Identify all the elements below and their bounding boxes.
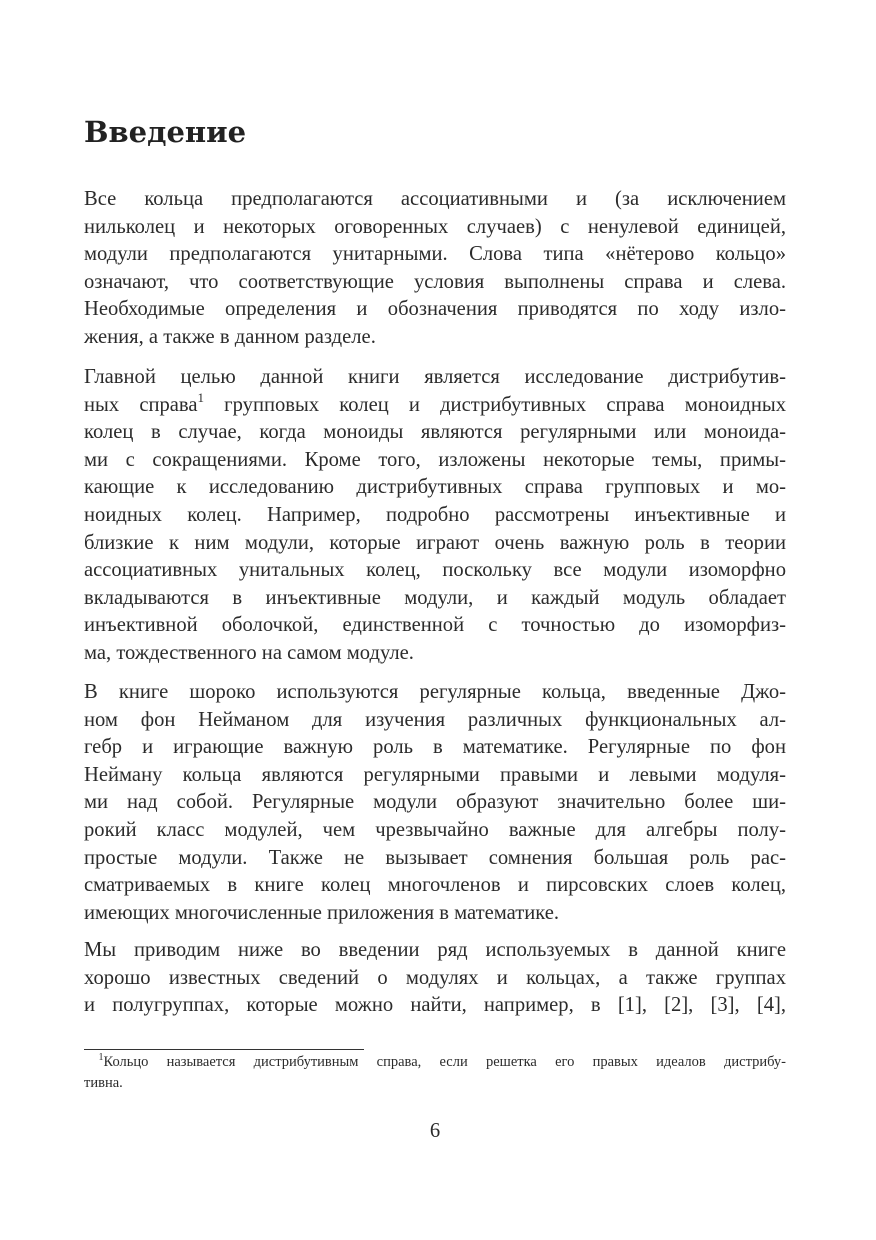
text-line: Нейману кольца являются регулярными правыми и левыми модуля- xyxy=(84,763,786,786)
text-line: сматриваемых в книге колец многочленов и пирсовских слоев колец, xyxy=(84,874,786,897)
text-fragment: ных справа xyxy=(84,393,198,416)
text-line: инъективной оболочкой, единственной с точностью до изоморфиз- xyxy=(84,614,786,637)
text-line: и полугруппах, которые можно найти, например, в [1], [2], [3], [4], xyxy=(84,994,786,1017)
text-line: ноидных колец. Например, подробно рассмотрены инъективные и xyxy=(84,503,786,526)
text-line: вкладываются в инъективные модули, и каждый модуль обладает xyxy=(84,586,786,609)
text-line: колец в случае, когда моноиды являются регулярными или моноида- xyxy=(84,421,786,444)
text-line: ми над собой. Регулярные модули образуют значительно более ши- xyxy=(84,791,786,814)
paragraph-1 xyxy=(84,186,786,352)
footnote-reference[interactable]: 1 xyxy=(197,389,205,405)
paragraph-4 xyxy=(84,937,786,1020)
text-line: гебр и играющие важную роль в математике. Регулярные по фон xyxy=(84,736,786,759)
text-line: имеющих многочисленные приложения в математике. xyxy=(84,901,560,924)
footnote-line: тивна. xyxy=(84,1075,123,1091)
text-line: модули предполагаются унитарными. Слова типа «нётерово кольцо» xyxy=(84,243,786,266)
text-line: ма, тождественного на самом модуле. xyxy=(84,641,414,664)
footnote-text: Кольцо называется дистрибутивным справа, если решетка его правых идеалов дистрибу- xyxy=(103,1054,786,1070)
footnote-line xyxy=(84,1052,786,1073)
text-line: В книге шороко используются регулярные кольца, введенные Джо- xyxy=(84,681,786,703)
text-line: ассоциативных унитальных колец, поскольку все модули изоморфно xyxy=(84,559,786,582)
footnote xyxy=(84,1052,786,1094)
page-number: 6 xyxy=(429,1120,441,1142)
text-fragment: групповых колец и дистрибутивных справа моноидных xyxy=(204,393,786,416)
text-line: Главной целью данной книги является исследование дистрибутив- xyxy=(84,366,786,388)
section-title: Введение xyxy=(84,115,247,149)
text-line: рокий класс модулей, чем чрезвычайно важные для алгебры полу- xyxy=(84,818,786,841)
text-line: ми с сокращениями. Кроме того, изложены некоторые темы, примы- xyxy=(84,448,786,471)
footnote-divider xyxy=(84,1049,364,1050)
text-line: близкие к ним модули, которые играют очень важную роль в теории xyxy=(84,531,786,554)
text-line: Необходимые определения и обозначения приводятся по ходу изло- xyxy=(84,298,786,321)
text-line: хорошо известных сведений о модулях и кольцах, а также группах xyxy=(84,966,786,989)
text-line-with-footnote xyxy=(84,389,786,420)
paragraph-3 xyxy=(84,679,786,927)
text-line: ном фон Нейманом для изучения различных функциональных ал- xyxy=(84,708,786,731)
text-line: Мы приводим ниже во введении ряд используемых в данной книге xyxy=(84,939,786,961)
page xyxy=(84,0,786,1240)
text-line: нильколец и некоторых оговоренных случаев) с ненулевой единицей, xyxy=(84,215,786,238)
text-line: кающие к исследованию дистрибутивных справа групповых и мо- xyxy=(84,476,786,499)
text-line: простые модули. Также не вызывает сомнения большая роль рас- xyxy=(84,846,786,869)
text-line: означают, что соответствующие условия выполнены справа и слева. xyxy=(84,270,786,293)
text-line: жения, а также в данном разделе. xyxy=(84,325,376,348)
paragraph-2 xyxy=(84,364,786,668)
text-line: Все кольца предполагаются ассоциативными и (за исключением xyxy=(84,188,786,210)
footnote-mark: 1 xyxy=(98,1052,104,1063)
